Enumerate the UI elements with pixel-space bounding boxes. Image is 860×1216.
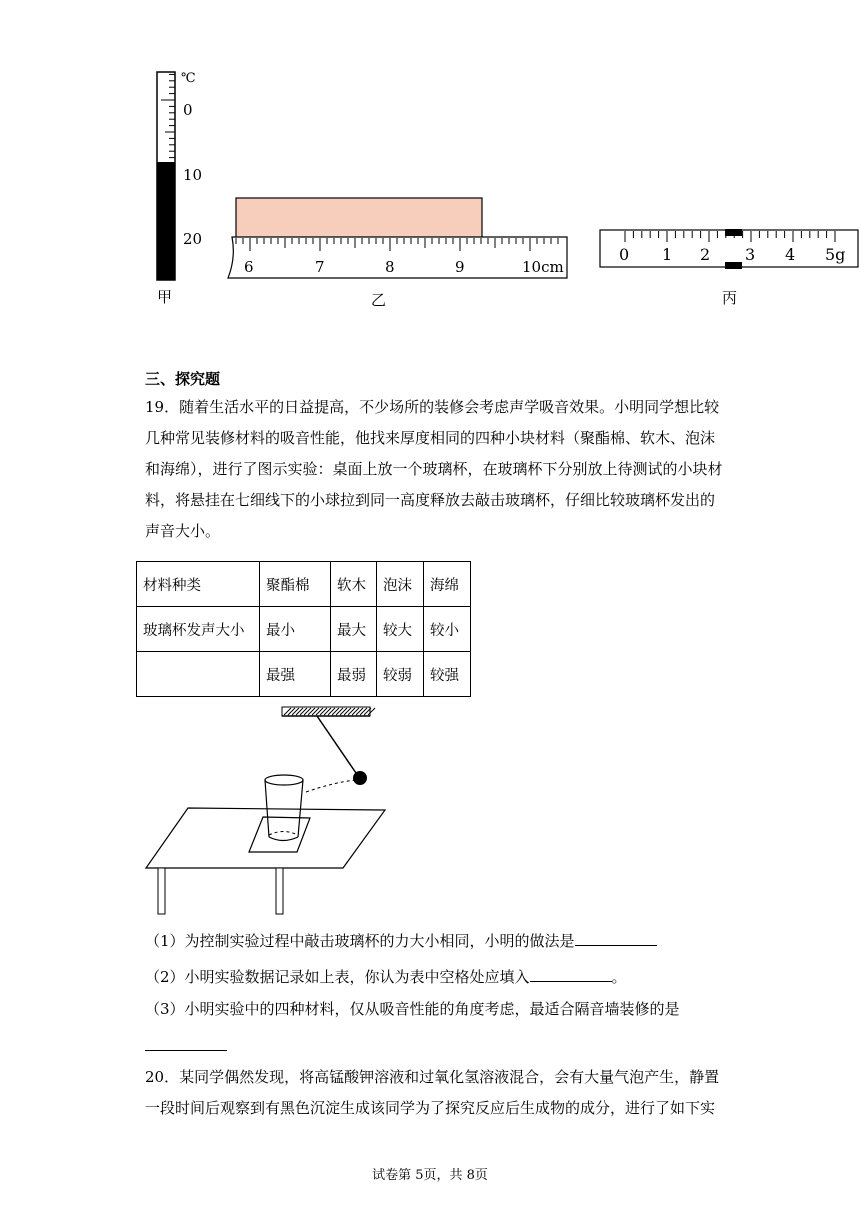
section-title: 三、探究题 bbox=[145, 370, 221, 388]
experiment-diagram bbox=[130, 700, 390, 920]
table-cell: 泡沫 bbox=[377, 562, 424, 607]
table-cell: 玻璃杯发声大小 bbox=[137, 607, 260, 652]
scale-tick-4: 4 bbox=[785, 245, 796, 264]
q19-sub2 bbox=[145, 962, 725, 993]
scale-tick-0: 0 bbox=[619, 245, 630, 264]
table-cell: 较大 bbox=[377, 607, 424, 652]
ruler-label: 乙 bbox=[371, 291, 387, 309]
thermometer-label: 甲 bbox=[157, 288, 173, 306]
q19-sub2-end: 。 bbox=[611, 968, 627, 986]
answer-blank-3[interactable] bbox=[145, 1040, 227, 1051]
thermometer-tick-20: 20 bbox=[183, 230, 203, 248]
thermometer bbox=[157, 71, 202, 306]
table-cell: 最弱 bbox=[331, 652, 377, 697]
answer-blank-1[interactable] bbox=[575, 929, 657, 946]
rider-bottom bbox=[725, 262, 742, 269]
table-cell-blank bbox=[137, 652, 260, 697]
table-cell: 较弱 bbox=[377, 652, 424, 697]
ruler bbox=[228, 198, 567, 309]
q19-sub1 bbox=[145, 926, 725, 957]
table-cell: 最小 bbox=[260, 607, 331, 652]
ruler-tick-9: 9 bbox=[455, 258, 465, 276]
ruler-tick-8: 8 bbox=[385, 258, 395, 276]
table-cell: 最大 bbox=[331, 607, 377, 652]
answer-blank-2[interactable] bbox=[530, 965, 612, 982]
table-cell: 软木 bbox=[331, 562, 377, 607]
table-row bbox=[137, 652, 471, 697]
table-cell: 较强 bbox=[424, 652, 471, 697]
swing-path bbox=[306, 780, 356, 792]
ruler-tick-6: 6 bbox=[244, 258, 254, 276]
scale-tick-3: 3 bbox=[745, 245, 756, 264]
measured-block bbox=[236, 198, 482, 238]
scale-label: 丙 bbox=[722, 289, 738, 307]
thermometer-tick-10: 10 bbox=[183, 166, 203, 184]
table-cell: 聚酯棉 bbox=[260, 562, 331, 607]
table-row bbox=[137, 607, 471, 652]
page-footer: 试卷第 5页，共 8页 bbox=[372, 1168, 488, 1183]
q19-sub1-text: （1）为控制实验过程中敲击玻璃杯的力大小相同，小明的做法是 bbox=[145, 932, 575, 950]
q19-sub3: （3）小明实验中的四种材料，仅从吸音性能的角度考虑，最适合隔音墙装修的是 bbox=[145, 1000, 680, 1018]
scale-tick-2: 2 bbox=[700, 245, 711, 264]
scale-tick-5g: 5g bbox=[825, 245, 846, 264]
ruler-tick-7: 7 bbox=[315, 258, 325, 276]
balance-scale bbox=[600, 229, 858, 307]
rider-top bbox=[725, 229, 742, 236]
pendulum-string bbox=[317, 716, 356, 773]
pendulum-ball bbox=[353, 771, 367, 785]
q20-intro: 20．某同学偶然发现，将高锰酸钾溶液和过氧化氢溶液混合，会有大量气泡产生，静置一段时间后观察到有黑色沉淀生成该同学为了探究反应后生成物的成分，进行了如下实 bbox=[145, 1068, 720, 1117]
measurement-figure bbox=[0, 0, 860, 320]
ruler-tick-10cm: 10cm bbox=[522, 258, 564, 276]
q19-intro: 19．随着生活水平的日益提高，不少场所的装修会考虑声学吸音效果。小明同学想比较几种常见装修材料的吸音性能，他找来厚度相同的四种小块材料（聚酯棉、软木、泡沫和海绵），进行了图示实验：桌面上放一个玻璃杯，在玻璃杯下分别放上待测试的小块材料，将悬挂在七细线下的小球拉到同一高度释放去敲击玻璃杯，仔细比较玻璃杯发出的声音大小。 bbox=[145, 398, 723, 540]
ceiling-support bbox=[282, 707, 375, 716]
table-cell: 最强 bbox=[260, 652, 331, 697]
scale-tick-1: 1 bbox=[662, 245, 673, 264]
results-table bbox=[136, 561, 471, 697]
table-cell: 海绵 bbox=[424, 562, 471, 607]
q19-sub2-text: （2）小明实验数据记录如上表，你认为表中空格处应填入 bbox=[145, 968, 530, 986]
table-cell: 材料种类 bbox=[137, 562, 260, 607]
table-cell: 较小 bbox=[424, 607, 471, 652]
thermometer-tick-0: 0 bbox=[183, 101, 193, 119]
table-row bbox=[137, 562, 471, 607]
thermometer-unit: ℃ bbox=[181, 71, 196, 86]
